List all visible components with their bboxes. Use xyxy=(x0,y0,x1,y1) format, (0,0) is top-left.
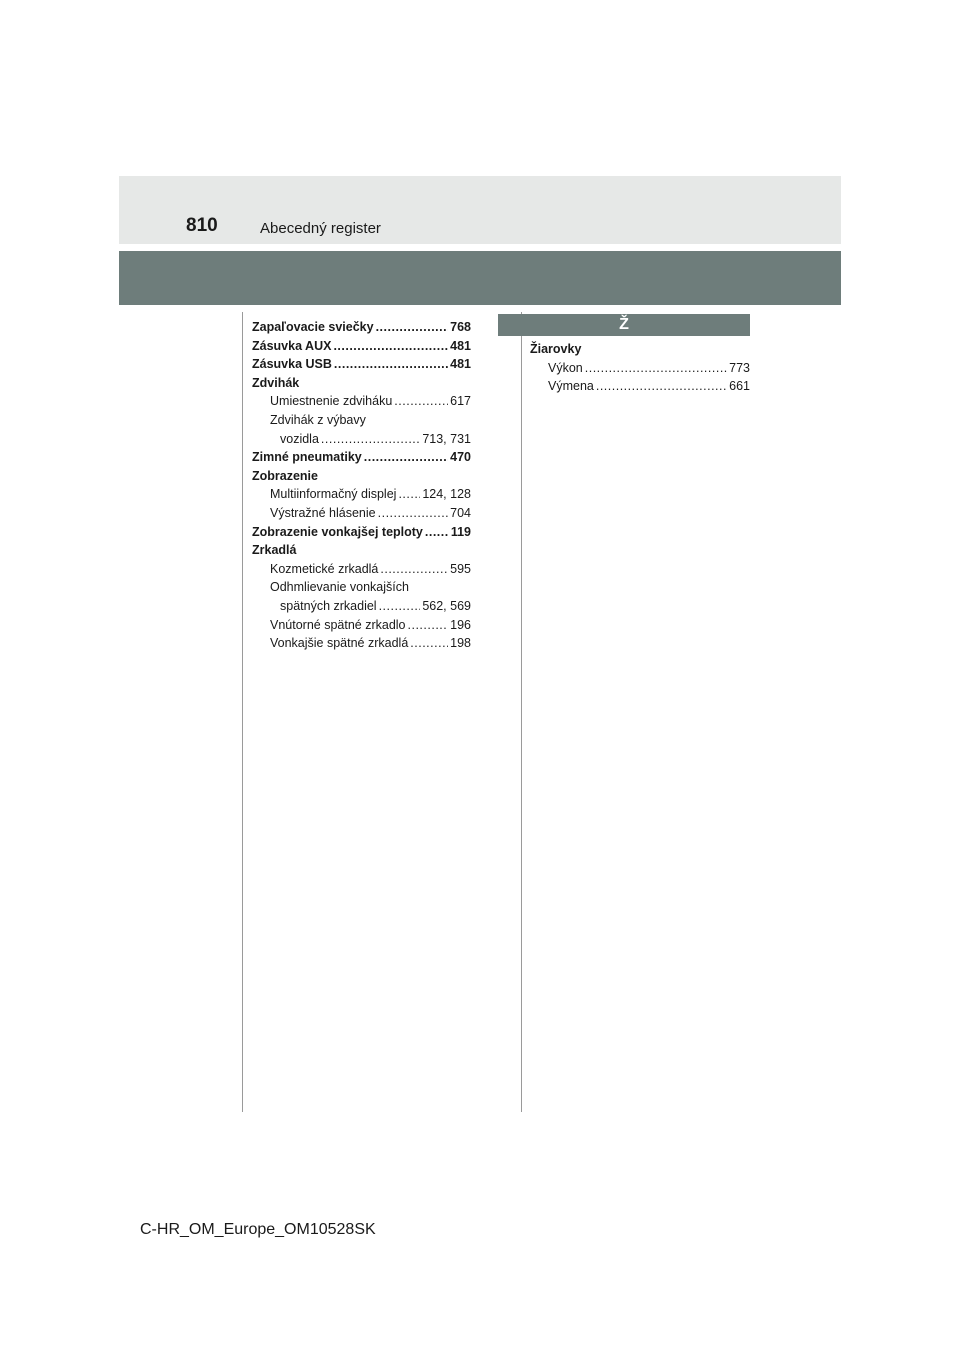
index-entry xyxy=(252,560,471,579)
column-divider-middle xyxy=(521,312,522,1112)
index-entry-page: 661 xyxy=(729,379,750,394)
letter-heading: Ž xyxy=(498,314,750,336)
index-entry-page: 617 xyxy=(450,394,471,409)
index-entry-page: 562, 569 xyxy=(422,598,471,613)
index-entry-label: spätných zrkadiel xyxy=(280,598,377,613)
dot-leader xyxy=(596,377,727,396)
index-entry-label: Výmena xyxy=(548,379,594,394)
index-entry-label: Zapaľovacie sviečky xyxy=(252,320,374,334)
index-entry-page: 481 xyxy=(450,357,471,372)
index-entry-label: Zdvihák xyxy=(252,375,300,390)
dot-leader xyxy=(321,430,420,449)
index-entry-label: Zrkadlá xyxy=(252,543,297,558)
index-entry-label: Zimné pneumatiky xyxy=(252,450,362,465)
header-title: Abecedný register xyxy=(260,220,381,237)
dot-leader xyxy=(364,448,448,467)
index-entry-label: Žiarovky xyxy=(530,342,582,356)
dot-leader xyxy=(379,597,421,616)
index-entry xyxy=(252,504,471,523)
index-entry-page: 768 xyxy=(450,320,471,334)
index-entry-label: Vnútorné spätné zrkadlo xyxy=(270,617,406,632)
index-entry-label: Zásuvka AUX xyxy=(252,338,332,353)
index-column-right xyxy=(530,340,750,396)
index-entry-label: Výkon xyxy=(548,360,583,375)
index-entry-label: Výstražné hlásenie xyxy=(270,505,376,520)
index-entry-page: 198 xyxy=(450,636,471,651)
index-entry-page: 119 xyxy=(450,524,471,539)
index-entry xyxy=(252,485,471,504)
dot-leader xyxy=(585,359,727,378)
index-entry xyxy=(252,523,471,542)
index-entry-page: 124, 128 xyxy=(422,487,471,502)
index-entry-label: Umiestnenie zdviháku xyxy=(270,394,393,409)
section-band xyxy=(119,251,841,305)
index-entry xyxy=(252,411,471,430)
index-entry xyxy=(530,377,750,396)
index-entry-label: vozidla xyxy=(280,431,319,446)
index-entry xyxy=(530,359,750,378)
index-entry-page: 470 xyxy=(450,450,471,465)
index-entry-label: Zobrazenie vonkajšej teploty xyxy=(252,524,423,539)
footer-doc-id: C-HR_OM_Europe_OM10528SK xyxy=(140,1221,376,1238)
header-band xyxy=(119,176,841,244)
index-entry xyxy=(252,467,471,486)
column-divider-left xyxy=(242,312,243,1112)
dot-leader xyxy=(425,523,449,542)
index-entry xyxy=(252,374,471,393)
index-entry xyxy=(252,541,471,560)
index-entry xyxy=(252,355,471,374)
index-entry-label: Zobrazenie xyxy=(252,468,318,483)
index-entry-label: Vonkajšie spätné zrkadlá xyxy=(270,636,409,651)
index-entry xyxy=(252,597,471,616)
dot-leader xyxy=(408,616,449,635)
dot-leader xyxy=(376,318,449,337)
index-entry-page: 196 xyxy=(450,617,471,632)
index-entry-page: 773 xyxy=(729,360,750,375)
dot-leader xyxy=(410,634,448,653)
index-entry-page: 704 xyxy=(450,505,471,520)
index-entry xyxy=(252,318,471,337)
dot-leader xyxy=(394,392,448,411)
index-entry xyxy=(252,430,471,449)
index-entry-label: Kozmetické zrkadlá xyxy=(270,561,379,576)
index-entry-label: Odhmlievanie vonkajších xyxy=(270,580,409,595)
index-column-left xyxy=(252,318,471,653)
index-entry xyxy=(252,448,471,467)
dot-leader xyxy=(334,355,448,374)
index-entry xyxy=(252,634,471,653)
index-entry xyxy=(252,392,471,411)
dot-leader xyxy=(333,337,448,356)
index-entry-label: Zdvihák z výbavy xyxy=(270,412,366,427)
index-entry xyxy=(252,616,471,635)
dot-leader xyxy=(380,560,448,579)
index-entry-page: 595 xyxy=(450,561,471,576)
index-entry-label: Multiinformačný displej xyxy=(270,487,397,502)
index-entry xyxy=(252,337,471,356)
index-entry-page: 713, 731 xyxy=(422,431,471,446)
page-number: 810 xyxy=(186,215,218,236)
index-entry xyxy=(530,340,750,359)
dot-leader xyxy=(378,504,449,523)
index-entry-page: 481 xyxy=(450,338,471,353)
index-entry xyxy=(252,578,471,597)
dot-leader xyxy=(398,485,420,504)
index-entry-label: Zásuvka USB xyxy=(252,357,332,372)
